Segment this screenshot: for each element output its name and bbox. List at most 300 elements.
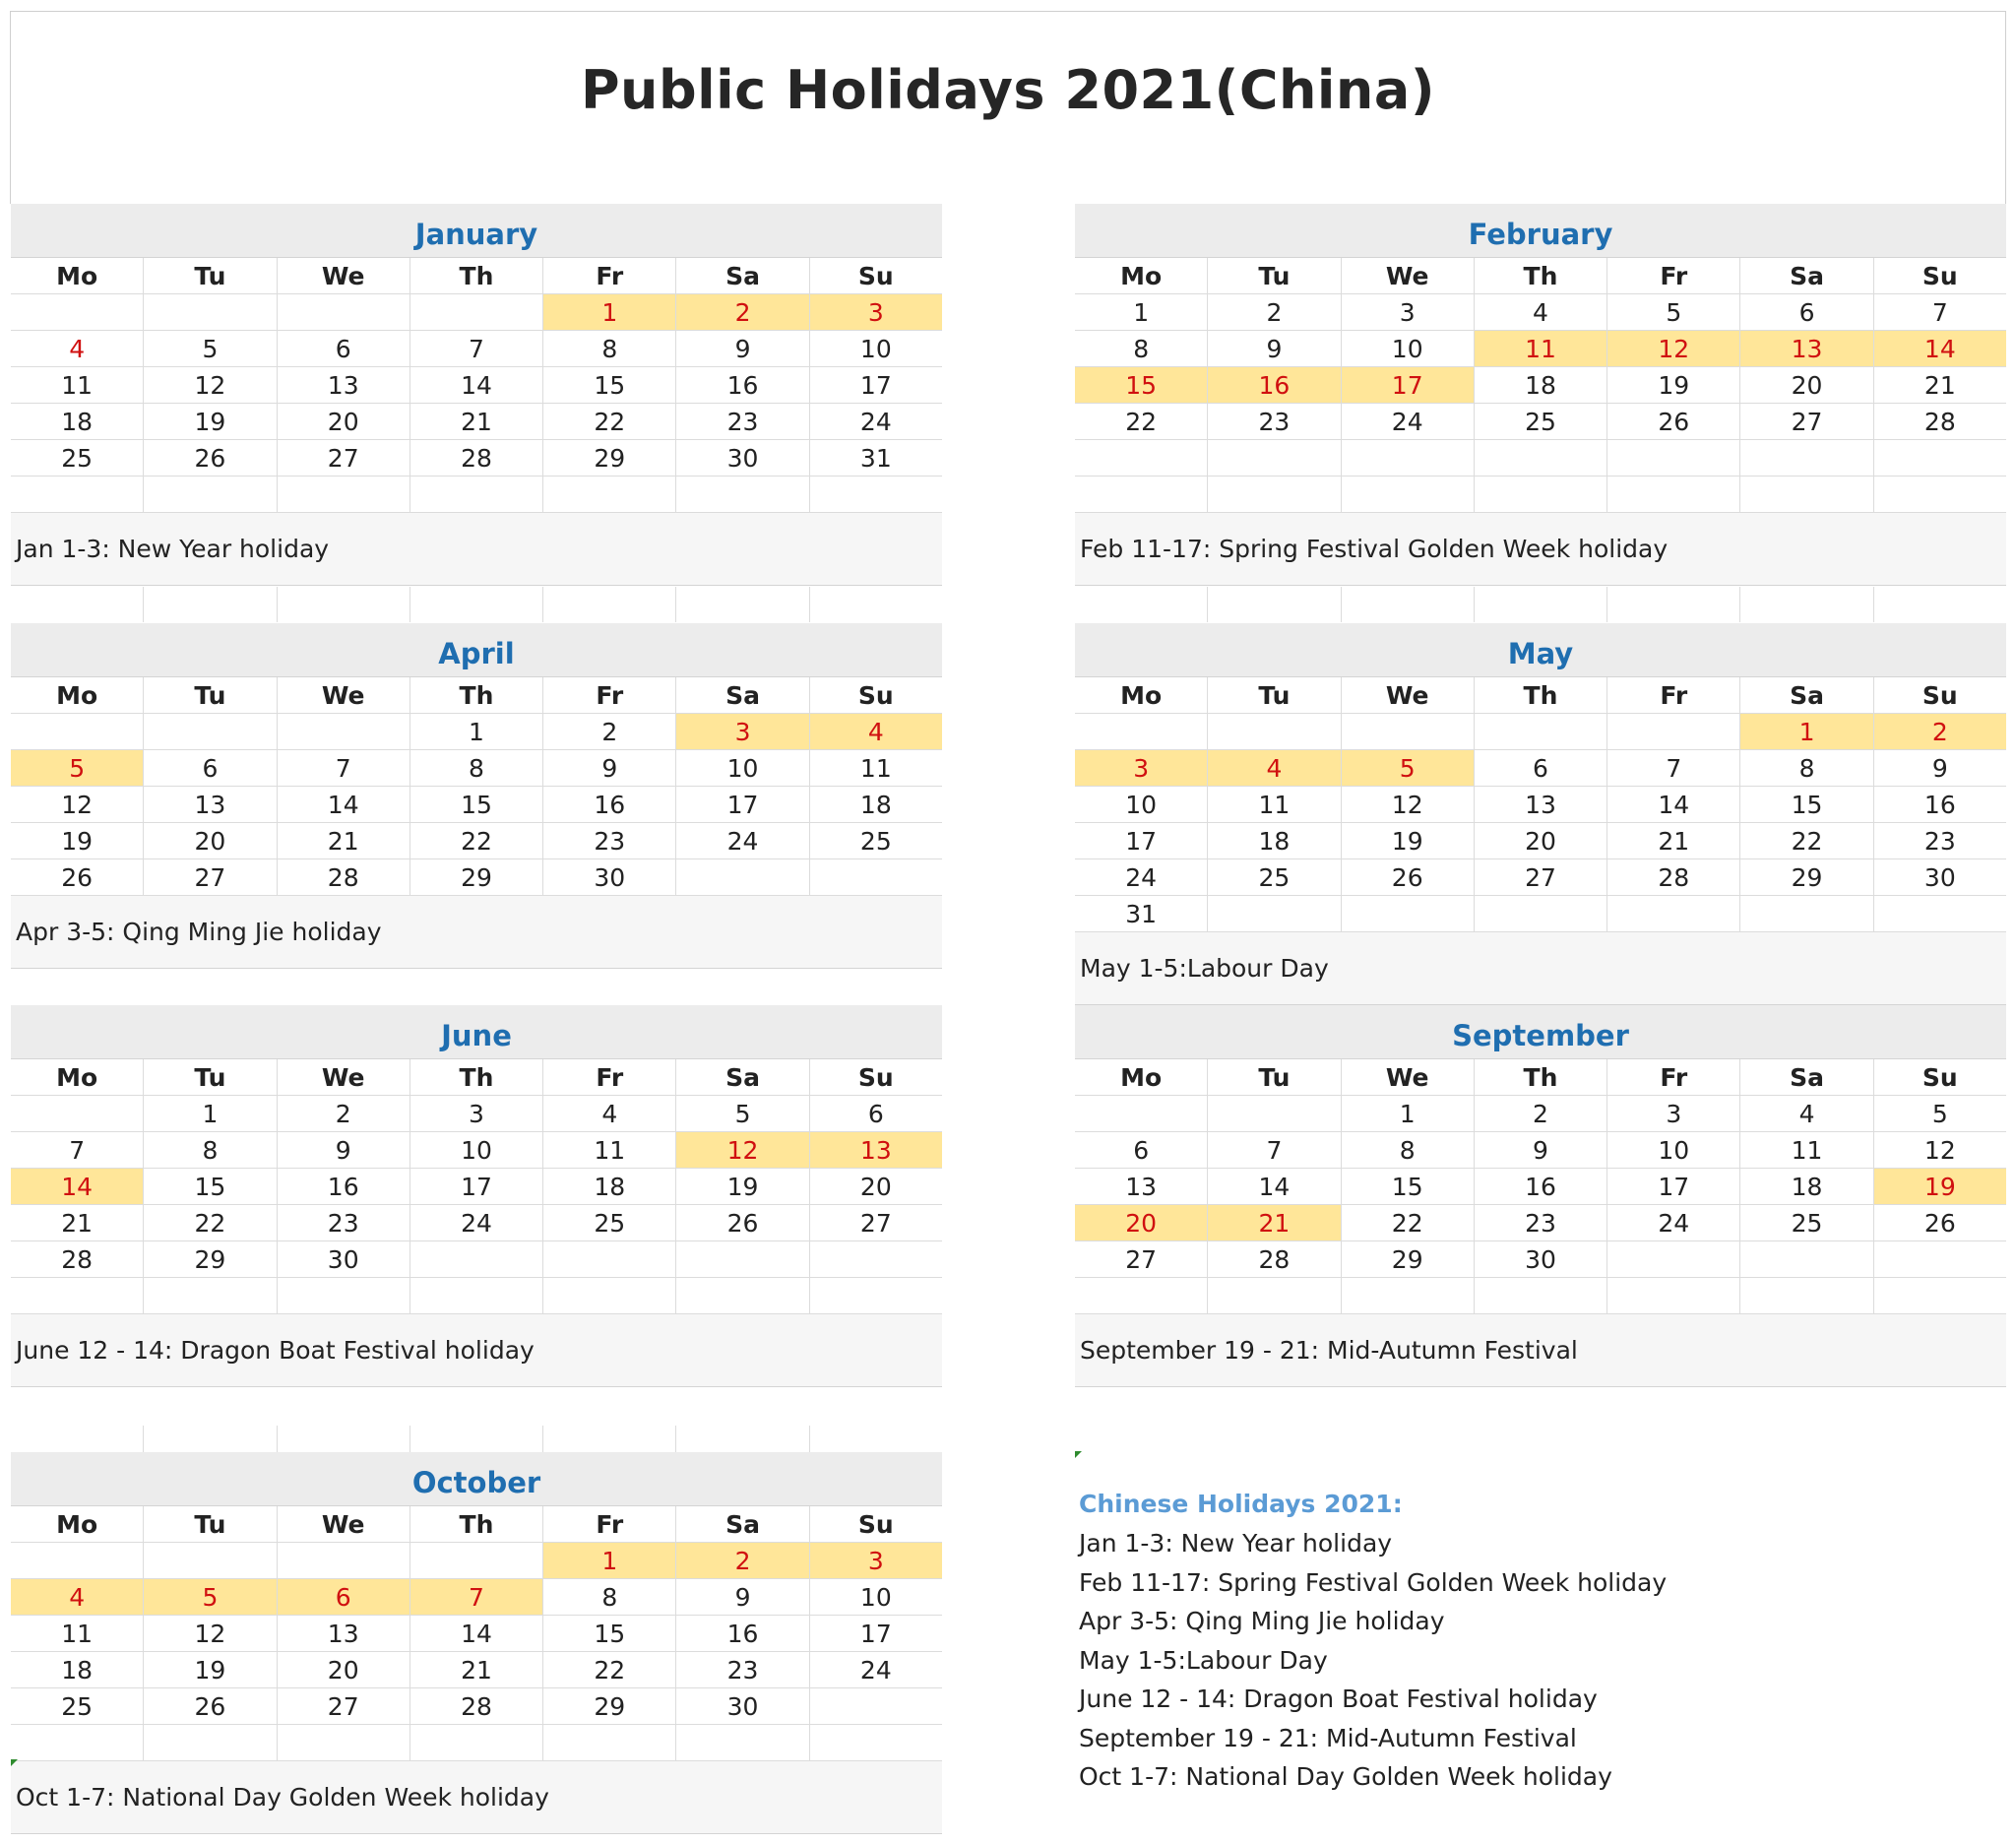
frame-top-border [10, 11, 2006, 12]
day-cell: 4 [11, 331, 144, 367]
day-cell: 21 [11, 1205, 144, 1241]
holiday-note: Apr 3-5: Qing Ming Jie holiday [11, 896, 942, 969]
summary-item: Jan 1-3: New Year holiday [1079, 1529, 1393, 1558]
day-cell: 15 [144, 1169, 277, 1205]
day-cell: 1 [1075, 294, 1208, 331]
day-cell [1475, 477, 1607, 513]
weekday-sa: Sa [1740, 258, 1873, 294]
day-cell: 13 [810, 1132, 942, 1169]
day-cell [1607, 1241, 1740, 1278]
weekday-we: We [1342, 258, 1475, 294]
holiday-note: Jan 1-3: New Year holiday [11, 513, 942, 586]
day-cell: 18 [1475, 367, 1607, 404]
day-cell: 14 [1208, 1169, 1341, 1205]
day-cell: 17 [410, 1169, 543, 1205]
weekday-fr: Fr [543, 1059, 676, 1096]
day-cell: 1 [543, 294, 676, 331]
day-cell: 18 [543, 1169, 676, 1205]
week-row [11, 1241, 942, 1278]
day-cell [11, 1543, 144, 1579]
week-row [1075, 714, 2006, 750]
week-row [11, 331, 942, 367]
day-cell: 4 [1740, 1096, 1873, 1132]
weekday-th: Th [410, 1059, 543, 1096]
day-cell [1075, 477, 1208, 513]
day-cell [11, 477, 144, 513]
day-cell: 14 [11, 1169, 144, 1205]
day-cell: 19 [144, 404, 277, 440]
day-cell [144, 1543, 277, 1579]
week-row [1075, 331, 2006, 367]
weekday-th: Th [410, 677, 543, 714]
day-cell [1342, 896, 1475, 932]
day-cell: 26 [11, 859, 144, 896]
week-row [1075, 1205, 2006, 1241]
day-cell [144, 714, 277, 750]
day-cell: 17 [1075, 823, 1208, 859]
weekday-header-row [11, 677, 942, 714]
day-cell: 1 [1342, 1096, 1475, 1132]
week-row [1075, 823, 2006, 859]
day-cell: 23 [1475, 1205, 1607, 1241]
day-cell: 6 [1075, 1132, 1208, 1169]
holiday-note: Oct 1-7: National Day Golden Week holiday [11, 1761, 942, 1834]
day-cell: 5 [1342, 750, 1475, 787]
day-cell: 27 [1740, 404, 1873, 440]
week-row [11, 1278, 942, 1314]
day-cell [278, 477, 410, 513]
day-cell: 31 [1075, 896, 1208, 932]
holiday-note: June 12 - 14: Dragon Boat Festival holiday [11, 1314, 942, 1387]
day-cell: 11 [543, 1132, 676, 1169]
day-cell: 13 [144, 787, 277, 823]
day-cell [1874, 896, 2006, 932]
cell-marker-icon [1075, 1451, 1082, 1458]
day-cell [1607, 477, 1740, 513]
day-cell: 1 [144, 1096, 277, 1132]
holiday-note: May 1-5:Labour Day [1075, 932, 2006, 1005]
weekday-sa: Sa [676, 677, 809, 714]
day-cell: 11 [1740, 1132, 1873, 1169]
day-cell: 7 [278, 750, 410, 787]
day-cell [1475, 440, 1607, 477]
month-april [11, 623, 942, 969]
weekday-sa: Sa [676, 1059, 809, 1096]
day-cell: 8 [1075, 331, 1208, 367]
day-cell [1475, 1278, 1607, 1314]
day-cell: 5 [11, 750, 144, 787]
day-cell: 28 [410, 1688, 543, 1725]
day-cell: 4 [11, 1579, 144, 1616]
weekday-we: We [1342, 677, 1475, 714]
day-cell [1607, 896, 1740, 932]
day-cell: 22 [543, 1652, 676, 1688]
day-cell: 1 [543, 1543, 676, 1579]
day-cell: 25 [1208, 859, 1341, 896]
day-cell: 7 [410, 1579, 543, 1616]
day-cell: 10 [810, 1579, 942, 1616]
day-cell [278, 1278, 410, 1314]
week-row [11, 294, 942, 331]
month-october [11, 1452, 942, 1834]
day-cell: 13 [278, 1616, 410, 1652]
day-cell: 8 [1740, 750, 1873, 787]
weekday-fr: Fr [543, 677, 676, 714]
day-cell [1475, 714, 1607, 750]
weekday-fr: Fr [543, 258, 676, 294]
day-cell [810, 1278, 942, 1314]
day-cell: 13 [1740, 331, 1873, 367]
month-name: April [11, 623, 942, 677]
day-cell: 2 [1475, 1096, 1607, 1132]
day-cell [676, 1278, 809, 1314]
week-row [11, 1096, 942, 1132]
day-cell: 9 [1475, 1132, 1607, 1169]
day-cell: 8 [410, 750, 543, 787]
day-cell: 18 [1208, 823, 1341, 859]
day-cell: 7 [1208, 1132, 1341, 1169]
day-cell: 26 [1342, 859, 1475, 896]
day-cell [410, 477, 543, 513]
day-cell: 2 [1874, 714, 2006, 750]
summary-item: Feb 11-17: Spring Festival Golden Week holiday [1079, 1567, 1668, 1597]
week-row [1075, 787, 2006, 823]
day-cell: 24 [1075, 859, 1208, 896]
day-cell [1208, 477, 1341, 513]
day-cell: 21 [410, 1652, 543, 1688]
day-cell [11, 1278, 144, 1314]
day-cell: 7 [1607, 750, 1740, 787]
grid-spacer-row [1075, 587, 2006, 622]
day-cell: 4 [1475, 294, 1607, 331]
week-row [1075, 440, 2006, 477]
day-cell: 2 [1208, 294, 1341, 331]
day-cell: 6 [278, 331, 410, 367]
day-cell: 29 [543, 440, 676, 477]
week-row [1075, 367, 2006, 404]
day-cell [1075, 1096, 1208, 1132]
day-cell: 16 [676, 1616, 809, 1652]
day-cell: 11 [1475, 331, 1607, 367]
day-cell: 10 [1607, 1132, 1740, 1169]
week-row [1075, 1132, 2006, 1169]
holiday-note: September 19 - 21: Mid-Autumn Festival [1075, 1314, 2006, 1387]
day-cell: 24 [810, 404, 942, 440]
day-cell: 24 [1607, 1205, 1740, 1241]
day-cell [1740, 1278, 1873, 1314]
day-cell: 21 [1607, 823, 1740, 859]
day-cell: 16 [1475, 1169, 1607, 1205]
day-cell: 8 [1342, 1132, 1475, 1169]
day-cell [144, 477, 277, 513]
day-cell: 29 [1740, 859, 1873, 896]
day-cell: 13 [278, 367, 410, 404]
week-row [11, 714, 942, 750]
day-cell: 6 [810, 1096, 942, 1132]
weekday-sa: Sa [1740, 1059, 1873, 1096]
day-cell: 11 [11, 1616, 144, 1652]
frame-right-border [2005, 11, 2006, 204]
day-cell: 9 [676, 331, 809, 367]
day-cell: 25 [1475, 404, 1607, 440]
day-cell: 30 [676, 1688, 809, 1725]
day-cell [278, 294, 410, 331]
weekday-we: We [278, 677, 410, 714]
day-cell: 23 [278, 1205, 410, 1241]
week-row [11, 859, 942, 896]
day-cell: 24 [810, 1652, 942, 1688]
weekday-su: Su [810, 1506, 942, 1543]
day-cell: 27 [1475, 859, 1607, 896]
day-cell: 15 [543, 367, 676, 404]
day-cell: 31 [810, 440, 942, 477]
day-cell: 23 [676, 404, 809, 440]
day-cell [543, 1725, 676, 1761]
day-cell [1342, 1278, 1475, 1314]
day-cell [1874, 440, 2006, 477]
day-cell [1342, 477, 1475, 513]
summary-item: Apr 3-5: Qing Ming Jie holiday [1079, 1607, 1445, 1635]
day-cell: 16 [1208, 367, 1341, 404]
summary-item: May 1-5:Labour Day [1079, 1645, 1328, 1675]
day-cell [1075, 1278, 1208, 1314]
weekday-tu: Tu [1208, 258, 1341, 294]
day-cell [278, 1543, 410, 1579]
weekday-th: Th [1475, 1059, 1607, 1096]
day-cell [1607, 714, 1740, 750]
day-cell: 28 [1208, 1241, 1341, 1278]
day-cell [410, 294, 543, 331]
day-cell: 6 [144, 750, 277, 787]
day-cell: 30 [1475, 1241, 1607, 1278]
day-cell: 17 [1607, 1169, 1740, 1205]
day-cell: 3 [1075, 750, 1208, 787]
weekday-we: We [278, 1506, 410, 1543]
day-cell: 23 [1208, 404, 1341, 440]
day-cell [1342, 714, 1475, 750]
day-cell: 2 [676, 1543, 809, 1579]
day-cell: 20 [144, 823, 277, 859]
day-cell [1740, 896, 1873, 932]
summary-item: September 19 - 21: Mid-Autumn Festival [1079, 1723, 1577, 1752]
weekday-th: Th [1475, 258, 1607, 294]
day-cell: 17 [676, 787, 809, 823]
day-cell [1607, 440, 1740, 477]
day-cell: 29 [1342, 1241, 1475, 1278]
day-cell [1874, 477, 2006, 513]
summary-item: June 12 - 14: Dragon Boat Festival holiday [1079, 1685, 1598, 1713]
weekday-mo: Mo [11, 1059, 144, 1096]
day-cell: 2 [278, 1096, 410, 1132]
week-row [11, 1132, 942, 1169]
day-cell: 3 [810, 1543, 942, 1579]
day-cell: 15 [1342, 1169, 1475, 1205]
holiday-note: Feb 11-17: Spring Festival Golden Week holiday [1075, 513, 2006, 586]
day-cell [1208, 896, 1341, 932]
day-cell: 29 [543, 1688, 676, 1725]
day-cell: 10 [1075, 787, 1208, 823]
day-cell [278, 714, 410, 750]
day-cell: 6 [1475, 750, 1607, 787]
day-cell [1208, 714, 1341, 750]
day-cell [410, 1543, 543, 1579]
weekday-fr: Fr [1607, 677, 1740, 714]
day-cell: 9 [543, 750, 676, 787]
weekday-we: We [1342, 1059, 1475, 1096]
day-cell [810, 1241, 942, 1278]
day-cell: 12 [676, 1132, 809, 1169]
day-cell: 8 [543, 1579, 676, 1616]
day-cell: 16 [1874, 787, 2006, 823]
day-cell: 16 [278, 1169, 410, 1205]
day-cell [1874, 1241, 2006, 1278]
day-cell: 3 [810, 294, 942, 331]
day-cell: 21 [1208, 1205, 1341, 1241]
day-cell: 15 [1075, 367, 1208, 404]
weekday-tu: Tu [144, 1059, 277, 1096]
day-cell [410, 1725, 543, 1761]
day-cell: 12 [144, 1616, 277, 1652]
month-january [11, 204, 942, 586]
day-cell [1075, 714, 1208, 750]
day-cell: 16 [676, 367, 809, 404]
day-cell: 22 [144, 1205, 277, 1241]
day-cell: 30 [1874, 859, 2006, 896]
week-row [11, 367, 942, 404]
day-cell: 26 [144, 440, 277, 477]
weekday-we: We [278, 258, 410, 294]
day-cell [11, 714, 144, 750]
week-row [1075, 1169, 2006, 1205]
weekday-su: Su [1874, 1059, 2006, 1096]
day-cell: 6 [1740, 294, 1873, 331]
week-row [1075, 1278, 2006, 1314]
week-row [1075, 750, 2006, 787]
summary-item: Oct 1-7: National Day Golden Week holiday [1079, 1762, 1612, 1791]
weekday-su: Su [1874, 258, 2006, 294]
day-cell: 11 [1208, 787, 1341, 823]
day-cell: 12 [11, 787, 144, 823]
day-cell: 6 [278, 1579, 410, 1616]
day-cell: 22 [1740, 823, 1873, 859]
day-cell [1874, 1278, 2006, 1314]
day-cell [676, 1241, 809, 1278]
day-cell [1342, 440, 1475, 477]
weekday-fr: Fr [543, 1506, 676, 1543]
weekday-tu: Tu [1208, 1059, 1341, 1096]
day-cell: 30 [676, 440, 809, 477]
week-row [11, 787, 942, 823]
month-name: October [11, 1452, 942, 1506]
day-cell: 19 [676, 1169, 809, 1205]
day-cell: 25 [810, 823, 942, 859]
day-cell: 18 [1740, 1169, 1873, 1205]
day-cell: 22 [1342, 1205, 1475, 1241]
day-cell: 29 [410, 859, 543, 896]
day-cell: 22 [410, 823, 543, 859]
weekday-tu: Tu [144, 258, 277, 294]
week-row [11, 1688, 942, 1725]
day-cell: 8 [144, 1132, 277, 1169]
day-cell: 30 [543, 859, 676, 896]
weekday-mo: Mo [1075, 677, 1208, 714]
day-cell [543, 1241, 676, 1278]
day-cell: 28 [410, 440, 543, 477]
weekday-sa: Sa [1740, 677, 1873, 714]
day-cell: 25 [543, 1205, 676, 1241]
holiday-summary [1079, 1485, 1667, 1797]
day-cell: 20 [1475, 823, 1607, 859]
week-row [11, 1543, 942, 1579]
day-cell: 26 [1607, 404, 1740, 440]
weekday-mo: Mo [11, 677, 144, 714]
day-cell [1208, 440, 1341, 477]
month-may [1075, 623, 2006, 1005]
day-cell: 10 [810, 331, 942, 367]
month-february [1075, 204, 2006, 586]
day-cell: 4 [1208, 750, 1341, 787]
day-cell: 22 [543, 404, 676, 440]
day-cell: 26 [1874, 1205, 2006, 1241]
day-cell: 19 [1342, 823, 1475, 859]
week-row [1075, 1096, 2006, 1132]
day-cell: 1 [410, 714, 543, 750]
week-row [1075, 404, 2006, 440]
week-row [1075, 477, 2006, 513]
week-row [1075, 859, 2006, 896]
week-row [1075, 1241, 2006, 1278]
day-cell: 27 [810, 1205, 942, 1241]
day-cell: 14 [1607, 787, 1740, 823]
week-row [1075, 294, 2006, 331]
day-cell: 19 [11, 823, 144, 859]
day-cell: 12 [144, 367, 277, 404]
weekday-tu: Tu [144, 1506, 277, 1543]
weekday-sa: Sa [676, 258, 809, 294]
weekday-tu: Tu [144, 677, 277, 714]
day-cell [410, 1278, 543, 1314]
grid-spacer-row [11, 1426, 942, 1452]
weekday-header-row [11, 1059, 942, 1096]
day-cell: 5 [144, 331, 277, 367]
day-cell [543, 1278, 676, 1314]
day-cell [1740, 477, 1873, 513]
day-cell: 22 [1075, 404, 1208, 440]
day-cell: 18 [11, 404, 144, 440]
week-row [11, 1579, 942, 1616]
day-cell: 27 [1075, 1241, 1208, 1278]
weekday-su: Su [810, 1059, 942, 1096]
grid-spacer-row [11, 587, 942, 622]
day-cell: 15 [1740, 787, 1873, 823]
day-cell: 23 [543, 823, 676, 859]
day-cell: 5 [676, 1096, 809, 1132]
day-cell [410, 1241, 543, 1278]
day-cell: 12 [1607, 331, 1740, 367]
day-cell: 15 [410, 787, 543, 823]
day-cell: 23 [1874, 823, 2006, 859]
day-cell: 26 [676, 1205, 809, 1241]
day-cell: 25 [1740, 1205, 1873, 1241]
day-cell: 25 [11, 1688, 144, 1725]
weekday-mo: Mo [11, 258, 144, 294]
day-cell: 11 [11, 367, 144, 404]
day-cell: 28 [278, 859, 410, 896]
month-name: January [11, 204, 942, 258]
day-cell: 20 [810, 1169, 942, 1205]
weekday-header-row [11, 1506, 942, 1543]
day-cell: 27 [278, 1688, 410, 1725]
